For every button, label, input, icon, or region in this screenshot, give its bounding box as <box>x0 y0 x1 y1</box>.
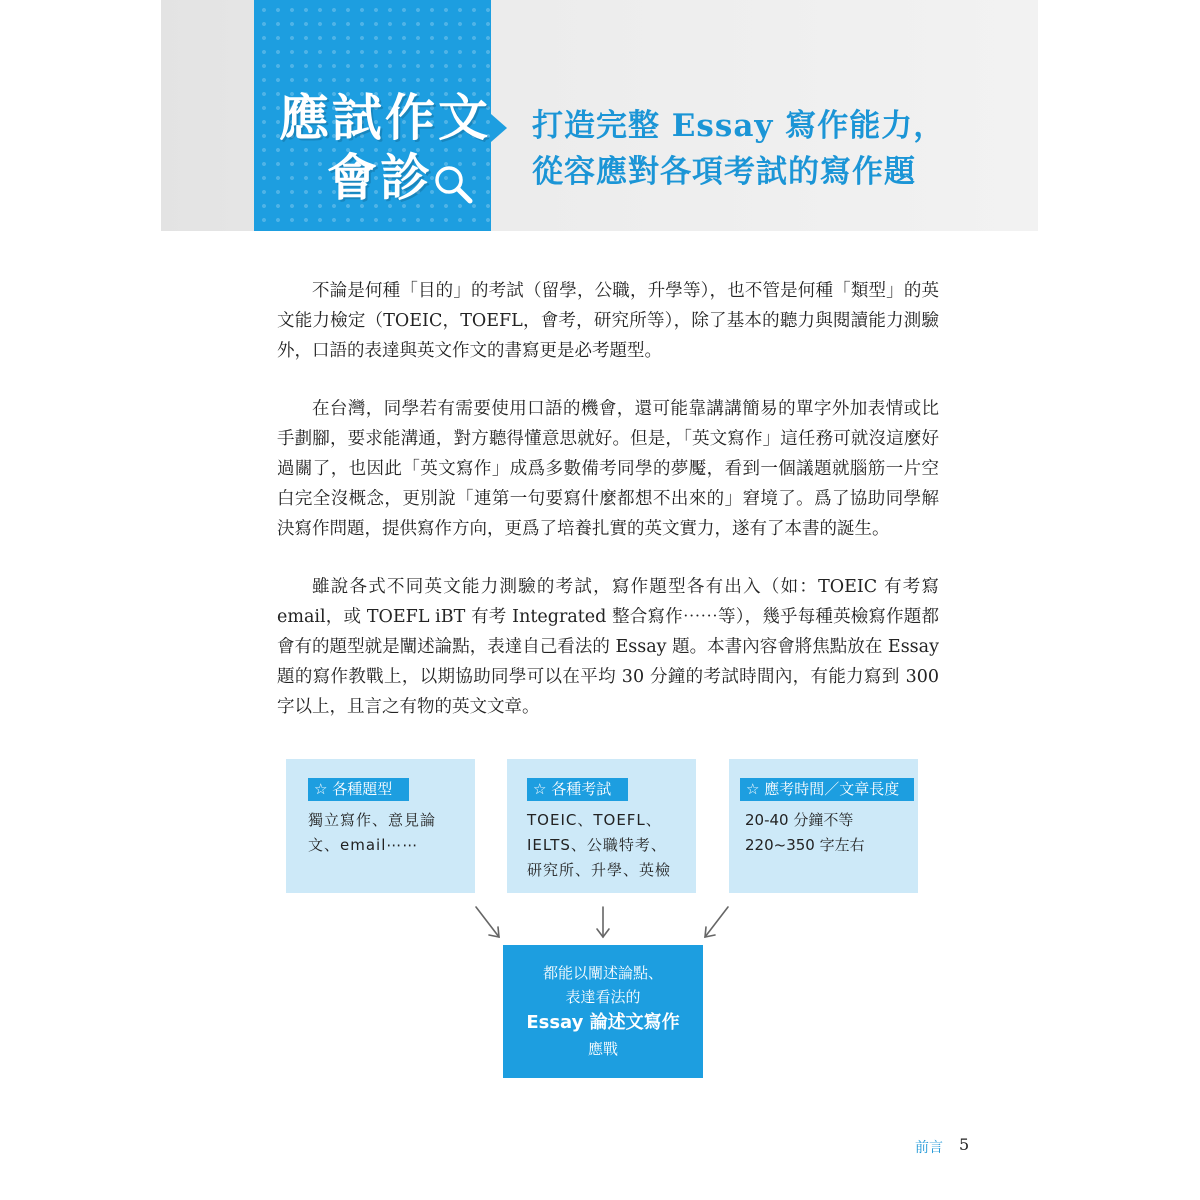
paragraph-text: 在台灣，同學若有需要使用口語的機會，還可能靠講講簡易的單字外加表情或比手劃腳，要求能溝通，對方聽得懂意思就好。但是，「英文寫作」這任務可就沒這麼好過關了，也因此「英文寫作」成爲多數備考同學的夢魘，看到一個議題就腦筋一片空白完全沒概念，更別說「連第一句要寫什麼都想不出來的」窘境了。爲了協助同學解決寫作問題，提供寫作方向，更爲了培養扎實的英文實力，遂有了本書的誕生。 <box>277 399 939 539</box>
result-line: 應戰 <box>587 1040 618 1058</box>
intro-paragraph-1 <box>277 276 939 366</box>
card-line: IELTS、公職特考、 <box>527 836 667 854</box>
arrow-center-icon <box>597 907 609 937</box>
card-body <box>527 808 671 883</box>
card-body <box>745 808 865 858</box>
result-line: 表達看法的 <box>565 988 641 1006</box>
intro-paragraph-2 <box>277 394 939 544</box>
subtitle-line-1: 打造完整 Essay 寫作能力， <box>532 108 946 144</box>
card-question-types <box>286 759 475 893</box>
card-body <box>308 808 436 858</box>
card-tag: ☆ 各種題型 <box>308 778 409 801</box>
card-line: 獨立寫作、意見論 <box>308 811 437 829</box>
magnifier-icon <box>432 163 474 205</box>
arrow-right-icon <box>705 907 728 937</box>
intro-paragraph-3 <box>277 572 939 722</box>
result-line-emphasis: Essay 論述文寫作 <box>526 1012 680 1033</box>
card-line: 220~350 字左右 <box>745 836 865 854</box>
subtitle-line-2: 從容應對各項考試的寫作題 <box>532 154 916 190</box>
page-number: 5 <box>959 1135 970 1154</box>
card-line: 研究所、升學、英檢 <box>527 861 672 879</box>
result-line: 都能以闡述論點、 <box>542 964 663 982</box>
card-line: 文、email⋯⋯ <box>308 836 419 854</box>
paragraph-text: 不論是何種「目的」的考試（留學，公職，升學等），也不管是何種「類型」的英文能力檢定（TOEIC，TOEFL，會考，研究所等），除了基本的聽力與閱讀能力測驗外，口語的表達與英文作文的書寫更是必考題型。 <box>277 281 939 361</box>
section-label: 前言 <box>915 1140 943 1156</box>
card-tag: ☆ 各種考試 <box>527 778 628 801</box>
chapter-title-line-1: 應試作文 <box>279 89 491 147</box>
arrow-left-icon <box>476 907 499 937</box>
card-line: TOEIC、TOEFL、 <box>527 811 662 829</box>
result-box <box>503 945 703 1078</box>
title-pointer <box>491 114 507 142</box>
card-line: 20-40 分鐘不等 <box>745 811 854 829</box>
result-text <box>503 961 703 1061</box>
card-tag: ☆ 應考時間／文章長度 <box>740 778 914 801</box>
chapter-title-line-2: 會診 <box>327 149 433 207</box>
paragraph-text: 雖說各式不同英文能力測驗的考試，寫作題型各有出入（如：TOEIC 有考寫 email，或 TOEFL iBT 有考 Integrated 整合寫作⋯⋯等），幾乎每種英檢寫作題都會有的題型就是闡述論點，表達自己看法的 Essay 題。本書內容會將焦點放在 Essay 題的寫作教戰上，以期協助同學可以在平均 30 分鐘的考試時間內，有能力寫到 300 字以上，且言之有物的英文文章。 <box>277 577 939 717</box>
card-time-length <box>729 759 918 893</box>
card-exam-types <box>507 759 696 893</box>
